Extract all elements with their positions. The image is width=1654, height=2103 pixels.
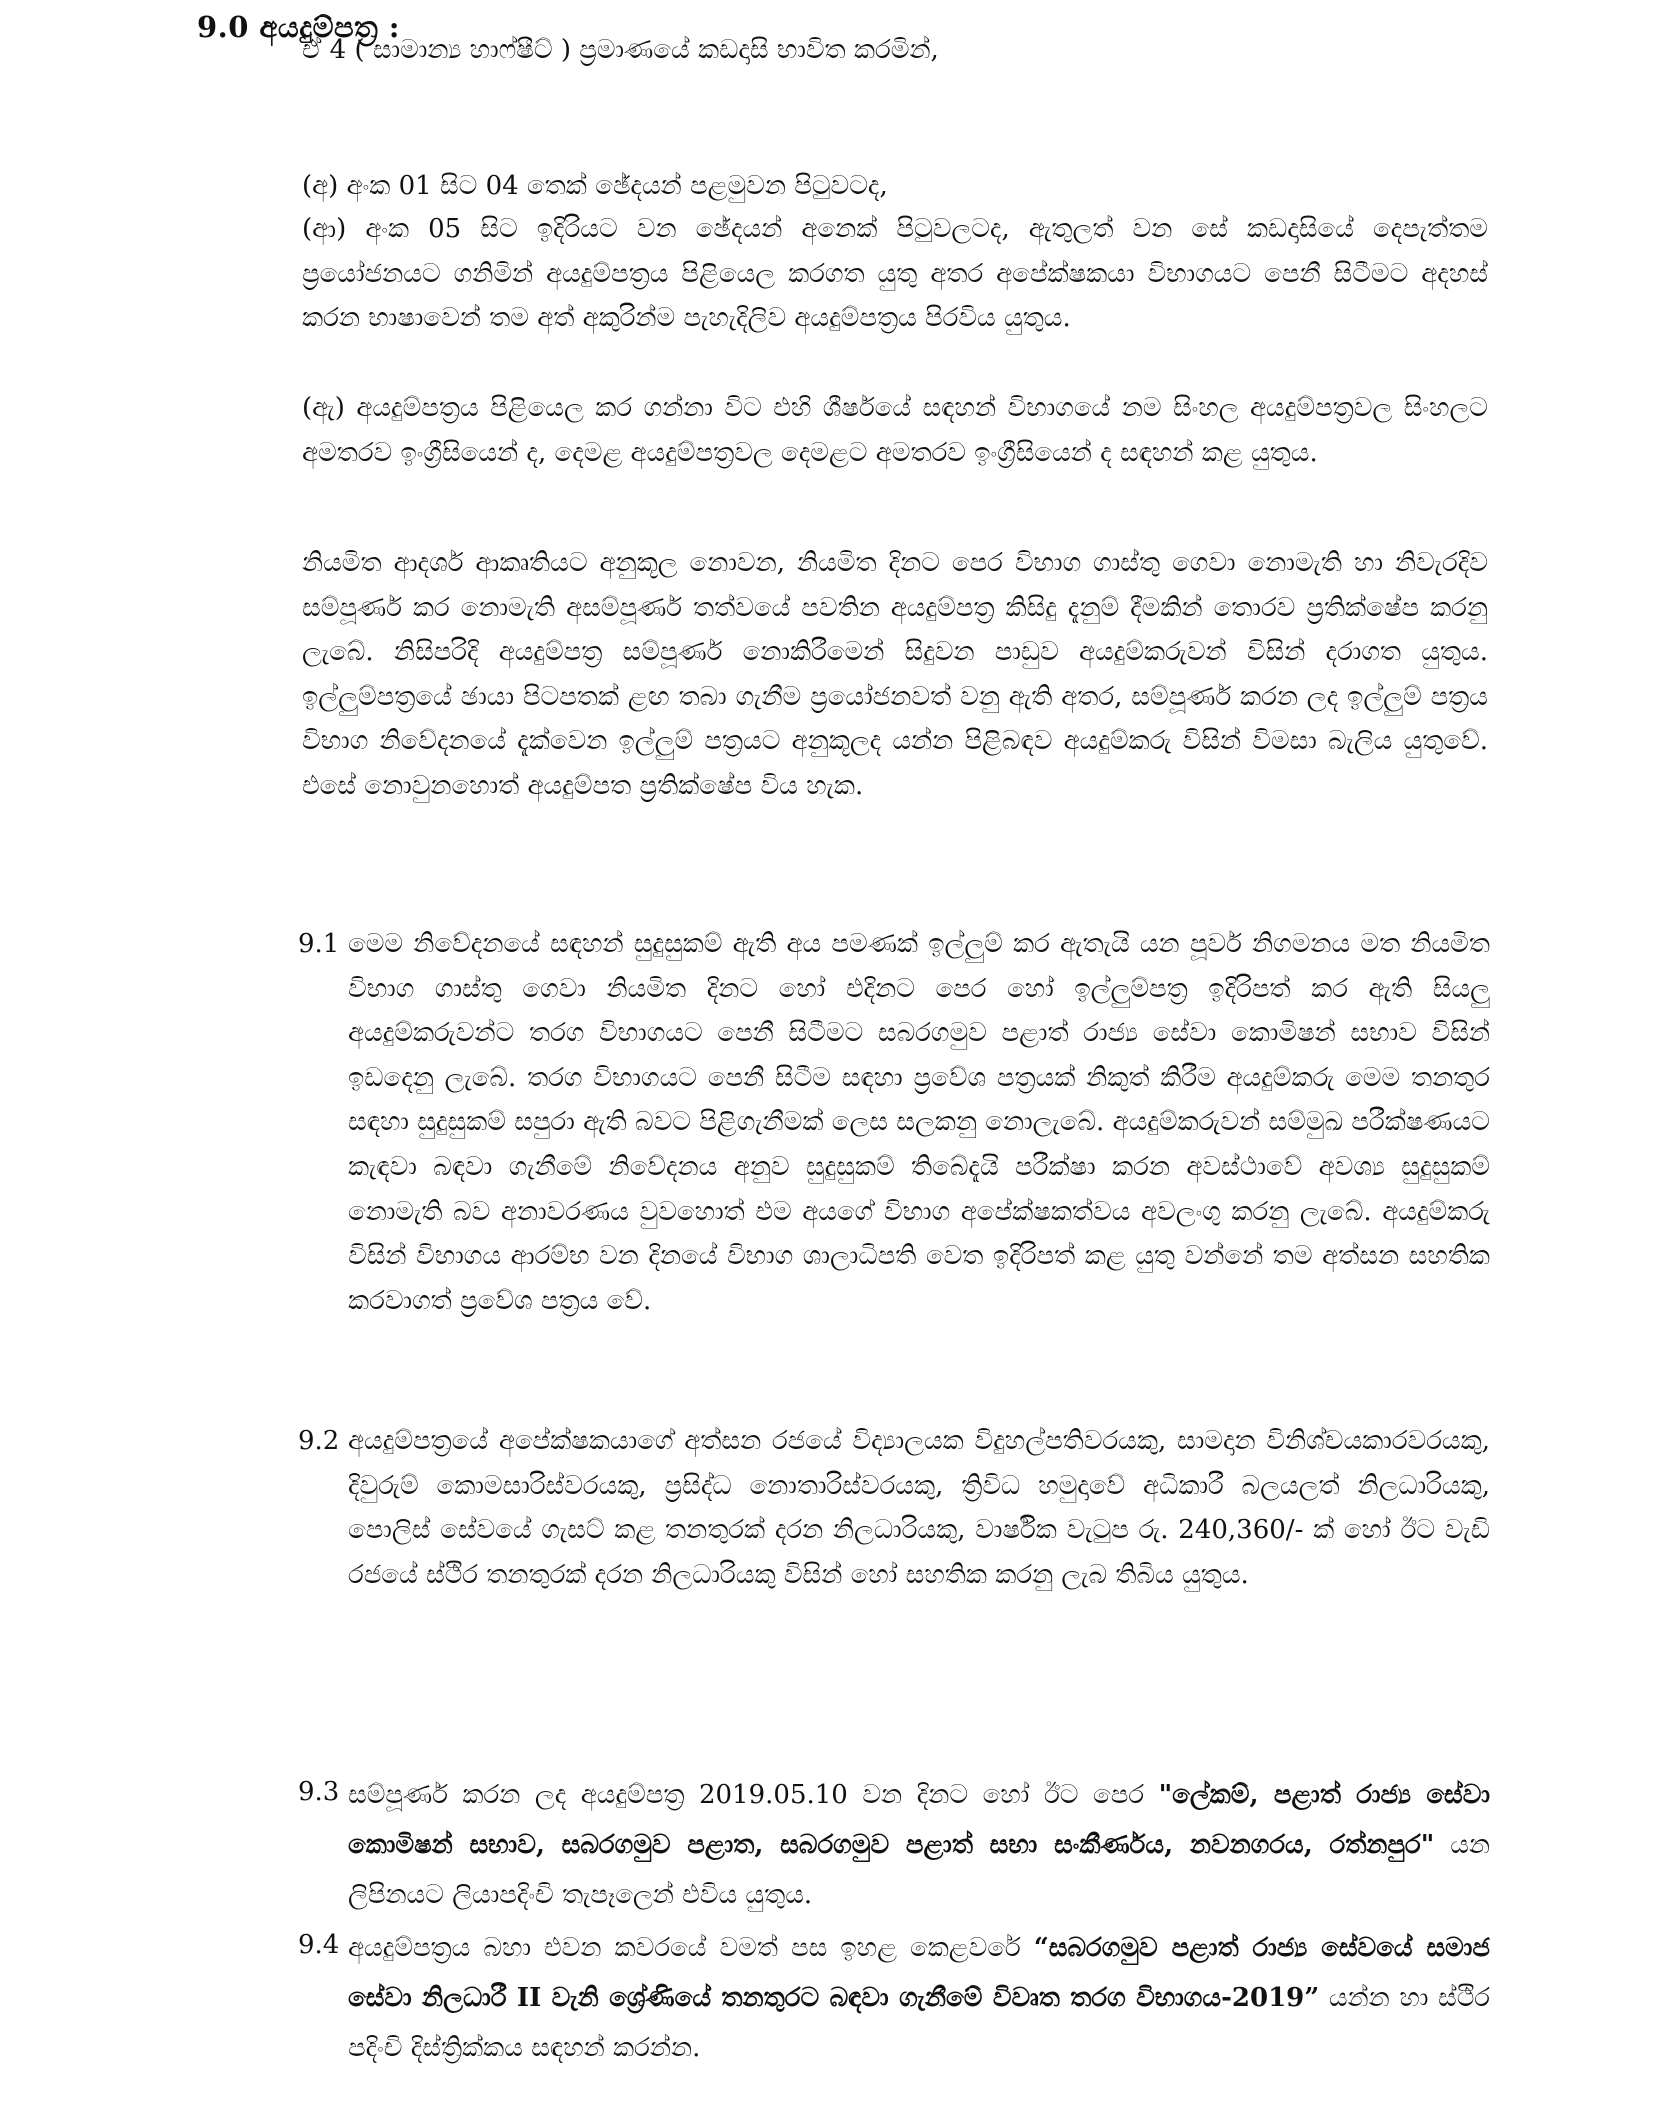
- sub-item-c-text: (ඇ) අයදුම්පත්‍රය පිළියෙල කර ගන්නා විට එහි ශීර්ෂයේ සඳහන් විභාගයේ නම සිංහල අයදුම්පත්‍රවල සිංහලට අමතරව ඉංග්‍රීසියෙන් ද, දෙමළ අයදුම්පත්‍රවල දෙමළට අමතරව ඉංග්‍රීසියෙන් ද සඳහන් කළ යුතුය.: [302, 393, 1488, 468]
- section-number: 9.3: [298, 1777, 340, 1807]
- section-number: 9.1: [298, 929, 340, 959]
- section-9-4-text-after: යන්න හා ස්ථිර පදිංචි දිස්ත්‍රික්කය සඳහන් කරන්න.: [348, 1983, 1491, 2063]
- section-9-4-text-before: අයදුම්පත්‍රය බහා එවන කවරයේ වමත් පස ඉහළ කෙළවරේ: [348, 1933, 1034, 1963]
- rejection-paragraph-text: නියමිත ආදර්ශ ආකෘතියට අනුකූල නොවන, නියමිත දිනට පෙර විභාග ගාස්තු ගෙවා නොමැති හා නිවැරදිව සම්පූර්ණ කර නොමැති අසම්පූර්ණ තත්වයේ පවතින අයදුම්පත්‍ර කිසිදු දැනුම් දීමකින් තොරව ප්‍රතික්ෂේප කරනු ලැබේ. නිසිපරිදි අයදුම්පත්‍ර සම්පූර්ණ නොකිරීමෙන් සිදුවන පාඩුව අයදුම්කරුවන් විසින් දරාගත යුතුය. ඉල්ලුම්පත්‍රයේ ඡායා පිටපතක් ළඟ තබා ගැනීම ප්‍රයෝජනවත් වනු ඇති අතර, සම්පූර්ණ කරන ලද ඉල්ලුම් පත්‍රය විභාග නිවේදනයේ දැක්වෙන ඉල්ලුම් පත්‍රයට අනුකූලද යන්න පිළිබඳව අයදුම්කරු විසින් විමසා බැලිය යුතුවේ. එසේ නොවුනහොත් අයදුම්පත ප්‍රතික්ෂේප විය හැක.: [302, 548, 1488, 801]
- section-number: 9.4: [298, 1930, 340, 1960]
- section-heading: 9.0 අයදුම්පත්‍ර :: [197, 10, 400, 44]
- section-number: 9.2: [298, 1426, 340, 1456]
- section-9-4-text: [348, 1923, 1490, 2073]
- section-9-3-text: [348, 1770, 1490, 1920]
- section-9-3: [298, 1770, 1490, 1920]
- envelope-title: “සබරගමුව පළාත් රාජ්‍ය සේවයේ සමාජ සේවා නිලධාරී II වැනි ශ්‍රේණියේ තනතුරට බඳවා ගැනීමේ විවෘත තරග විභාගය-2019”: [348, 1933, 1491, 2013]
- section-9-1-text: මෙම නිවේදනයේ සඳහන් සුදුසුකම් ඇති අය පමණක් ඉල්ලුම් කර ඇතැයි යන පූර්ව නිගමනය මත නියමිත විභාග ගාස්තු ගෙවා නියමිත දිනට හෝ එදිනට පෙර හෝ ඉල්ලුම්පත්‍ර ඉදිරිපත් කර ඇති සියලු අයදුම්කරුවන්ට තරග විභාගයට පෙනී සිටීමට සබරගමුව පළාත් රාජ්‍ය සේවා කොමිෂන් සභාව විසින් ඉඩදෙනු ලැබේ. තරග විභාගයට පෙනී සිටීම සඳහා ප්‍රවේශ පත්‍රයක් නිකුත් කිරීම අයදුම්කරු මෙම තනතුර සඳහා සුදුසුකම් සපුරා ඇති බවට පිළිගැනීමක් ලෙස සලකනු නොලැබේ. අයදුම්කරුවන් සම්මුඛ පරීක්ෂණයට කැඳවා බඳවා ගැනීමේ නිවේදනය අනුව සුදුසුකම් තිබේදැයි පරීක්ෂා කරන අවස්ථාවේ අවශ්‍ය සුදුසුකම් නොමැති බව අනාවරණය වුවහොත් එම අයගේ විභාග අපේක්ෂකත්වය අවලංගු කරනු ලැබේ. අයදුම්කරු විසින් විභාගය ආරම්භ වන දිනයේ විභාග ශාලාධිපති වෙත ඉදිරිපත් කළ යුතු වන්නේ තම අත්සන සහතික කරවාගත් ප්‍රවේශ පත්‍රය වේ.: [348, 929, 1490, 1316]
- intro-text: ඒ 4 ( සාමාන්‍ය හාෆ්ෂීට් ) ප්‍රමාණයේ කඩදාසි භාවිත කරමින්,: [302, 35, 939, 65]
- sub-item-b: [302, 207, 1488, 341]
- section-9-4: [298, 1923, 1490, 2073]
- sub-item-c: [302, 386, 1488, 475]
- rejection-paragraph: [302, 541, 1488, 809]
- sub-item-a-text: (අ) අංක 01 සිට 04 තෙක් ඡේදයන් පළමුවන පිටුවටද,: [302, 171, 888, 201]
- submission-address: "ලේකම්, පළාත් රාජ්‍ය සේවා කොමිෂන් සභාව, සබරගමුව පළාත, සබරගමුව පළාත් සභා සංකීර්ණය, නවනගරය, රත්නපුර": [348, 1780, 1491, 1860]
- sub-item-b-text: (ආ) අංක 05 සිට ඉදිරියට වන ඡේදයන් අනෙක් පිටුවලටද, ඇතුලත් වන සේ කඩදාසියේ දෙපැත්තම ප්‍රයෝජනයට ගනිමින් අයදුම්පත්‍රය පිළියෙල කරගත යුතු අතර අපේක්ෂකයා විභාගයට පෙනී සිටීමට අදහස් කරන භාෂාවෙන් තම අත් අකුරින්ම පැහැදිලිව අයදුම්පත්‍රය පිරවිය යුතුය.: [302, 214, 1488, 334]
- section-9-2-text: අයදුම්පත්‍රයේ අපේක්ෂකයාගේ අත්සන රජයේ විද්‍යාලයක විදුහල්පතිවරයකු, සාමදාන විනිශ්චයකාරවරයකු, දිවුරුම් කොමසාරිස්වරයකු, ප්‍රසිද්ධ නොතාරිස්වරයකු, ත්‍රිවිධ හමුදාවේ අධිකාරී බලයලත් නිලධාරියකු, පොලිස් සේවයේ ගැසට් කළ තනතුරක් දරන නිලධාරියකු, වාර්ෂික වැටුප රු. 240,360/- ක් හෝ ඊට වැඩි රජයේ ස්ථිර තනතුරක් දරන නිලධාරියකු විසින් හෝ සහතික කරනු ලැබ තිබිය යුතුය.: [348, 1426, 1490, 1590]
- sub-item-a: [302, 164, 1488, 209]
- section-9-2: [298, 1419, 1490, 1597]
- intro-line: [302, 28, 1488, 73]
- section-9-3-text-before: සම්පූර්ණ කරන ලද අයදුම්පත්‍ර 2019.05.10 වන දිනට හෝ ඊට පෙර: [348, 1780, 1159, 1810]
- section-9-3-text-after: යන ලිපිනයට ලියාපදිංචි තැපෑලෙන් එවිය යුතුය.: [348, 1830, 1491, 1910]
- section-9-1: [298, 922, 1490, 1323]
